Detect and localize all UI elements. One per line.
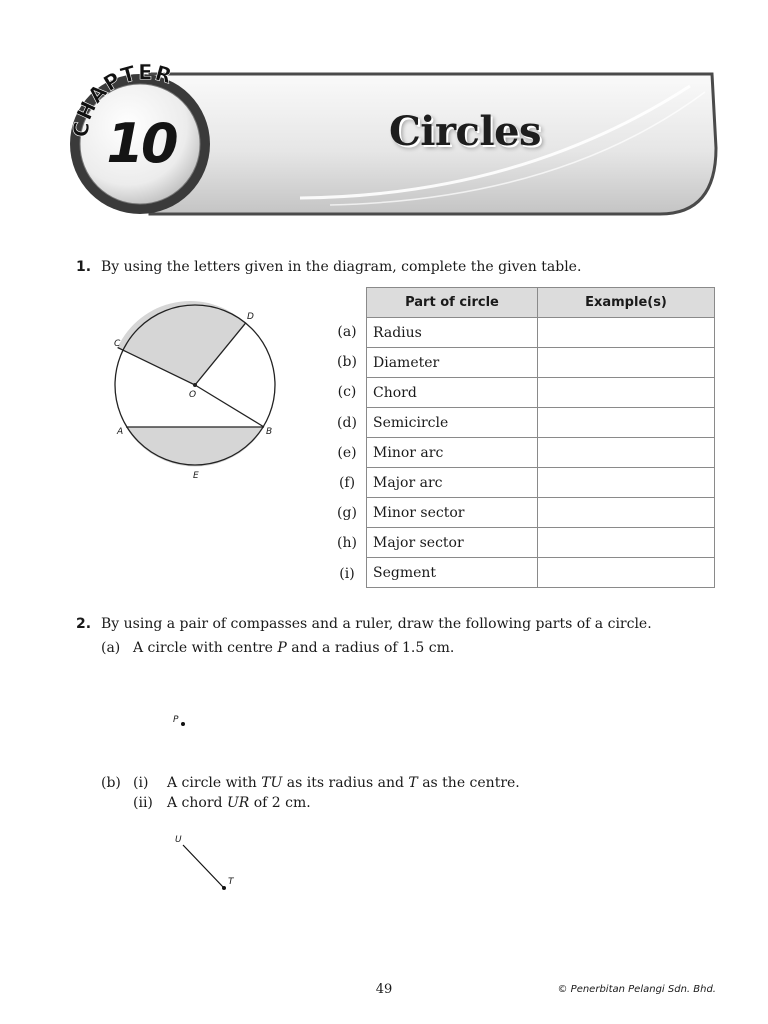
diagram-label-o: O bbox=[189, 390, 197, 400]
diagram-label-b: B bbox=[266, 427, 273, 437]
question-2b-i-text-3: as the centre. bbox=[417, 775, 520, 791]
center-point-o bbox=[193, 383, 197, 387]
row-letter-label: (e) bbox=[337, 444, 357, 461]
point-t-label: T bbox=[228, 877, 234, 887]
question-1-number: 1. bbox=[76, 259, 92, 275]
table-row bbox=[367, 348, 715, 378]
point-u-label: U bbox=[175, 835, 182, 845]
question-2b-i-text-1: A circle with bbox=[167, 775, 262, 791]
example-answer-cell[interactable] bbox=[538, 498, 715, 528]
table-header-row bbox=[367, 288, 715, 318]
question-2b-ii-text-2: of 2 cm. bbox=[249, 795, 311, 811]
example-answer-cell[interactable] bbox=[538, 378, 715, 408]
line-ob bbox=[195, 385, 264, 427]
question-2a-text-1: A circle with centre bbox=[133, 640, 278, 656]
table-row bbox=[367, 558, 715, 588]
diagram-label-c: C bbox=[114, 339, 121, 349]
question-2b-i-text-2: as its radius and bbox=[282, 775, 409, 791]
example-answer-cell[interactable] bbox=[538, 348, 715, 378]
part-name-cell: Chord bbox=[367, 378, 538, 408]
example-answer-cell[interactable] bbox=[538, 468, 715, 498]
row-letter-label: (g) bbox=[337, 505, 357, 522]
chapter-title: Circles bbox=[388, 108, 542, 155]
part-name-cell: Diameter bbox=[367, 348, 538, 378]
example-answer-cell[interactable] bbox=[538, 438, 715, 468]
line-segment-tu bbox=[176, 838, 236, 898]
row-letter-label: (b) bbox=[337, 354, 357, 371]
row-letter-label: (d) bbox=[337, 414, 357, 431]
part-name-cell: Major sector bbox=[367, 528, 538, 558]
part-name-cell: Semicircle bbox=[367, 408, 538, 438]
chapter-arc-label: CHAPTER bbox=[68, 60, 176, 139]
table-row bbox=[367, 378, 715, 408]
point-p bbox=[178, 719, 188, 729]
header-part-of-circle: Part of circle bbox=[367, 288, 538, 318]
question-2a-text-2: and a radius of 1.5 cm. bbox=[286, 640, 455, 656]
question-2a-text bbox=[133, 640, 454, 656]
circle-diagram bbox=[100, 296, 300, 496]
page-number: 49 bbox=[375, 982, 393, 997]
row-letter-label: (h) bbox=[337, 535, 357, 552]
question-2b-i-var-t: T bbox=[408, 775, 418, 791]
copyright-notice: © Penerbitan Pelangi Sdn. Bhd. bbox=[557, 984, 716, 995]
table-row bbox=[367, 408, 715, 438]
point-t bbox=[222, 886, 226, 890]
header-examples: Example(s) bbox=[538, 288, 715, 318]
chapter-number: 10 bbox=[106, 112, 176, 175]
question-1-text: By using the letters given in the diagram, complete the given table. bbox=[101, 259, 582, 275]
parts-of-circle-table bbox=[366, 287, 715, 588]
example-answer-cell[interactable] bbox=[538, 318, 715, 348]
diagram-label-d: D bbox=[247, 312, 254, 322]
question-2b-label: (b) bbox=[101, 775, 121, 791]
point-p-label: P bbox=[173, 715, 179, 725]
question-2b-i-label: (i) bbox=[133, 775, 149, 791]
diagram-label-a: A bbox=[117, 427, 124, 437]
question-2b-ii-var-ur: UR bbox=[226, 795, 250, 811]
diagram-label-e: E bbox=[193, 471, 199, 481]
question-2a-var-p: P bbox=[277, 640, 287, 656]
part-name-cell: Segment bbox=[367, 558, 538, 588]
question-2-text: By using a pair of compasses and a ruler, draw the following parts of a circle. bbox=[101, 616, 652, 632]
table-row bbox=[367, 468, 715, 498]
row-letter-label: (a) bbox=[337, 324, 357, 340]
shaded-segment bbox=[126, 427, 264, 467]
part-name-cell: Minor sector bbox=[367, 498, 538, 528]
table-row bbox=[367, 318, 715, 348]
question-2b-ii-label: (ii) bbox=[133, 795, 153, 811]
part-name-cell: Radius bbox=[367, 318, 538, 348]
row-letter-label: (i) bbox=[339, 565, 355, 582]
table-row bbox=[367, 438, 715, 468]
row-letter-label: (f) bbox=[338, 475, 356, 491]
table-row bbox=[367, 528, 715, 558]
row-letter-label: (c) bbox=[337, 384, 357, 401]
question-2b-ii-text bbox=[167, 795, 311, 811]
question-2b-i-var-tu: TU bbox=[261, 775, 283, 791]
part-name-cell: Major arc bbox=[367, 468, 538, 498]
question-2-number: 2. bbox=[76, 616, 92, 632]
table-row bbox=[367, 498, 715, 528]
example-answer-cell[interactable] bbox=[538, 558, 715, 588]
part-name-cell: Minor arc bbox=[367, 438, 538, 468]
question-2b-i-text bbox=[167, 775, 520, 791]
shaded-sector bbox=[118, 301, 246, 385]
question-2b-ii-text-1: A chord bbox=[167, 795, 227, 811]
example-answer-cell[interactable] bbox=[538, 408, 715, 438]
example-answer-cell[interactable] bbox=[538, 528, 715, 558]
question-2a-label: (a) bbox=[101, 640, 121, 656]
